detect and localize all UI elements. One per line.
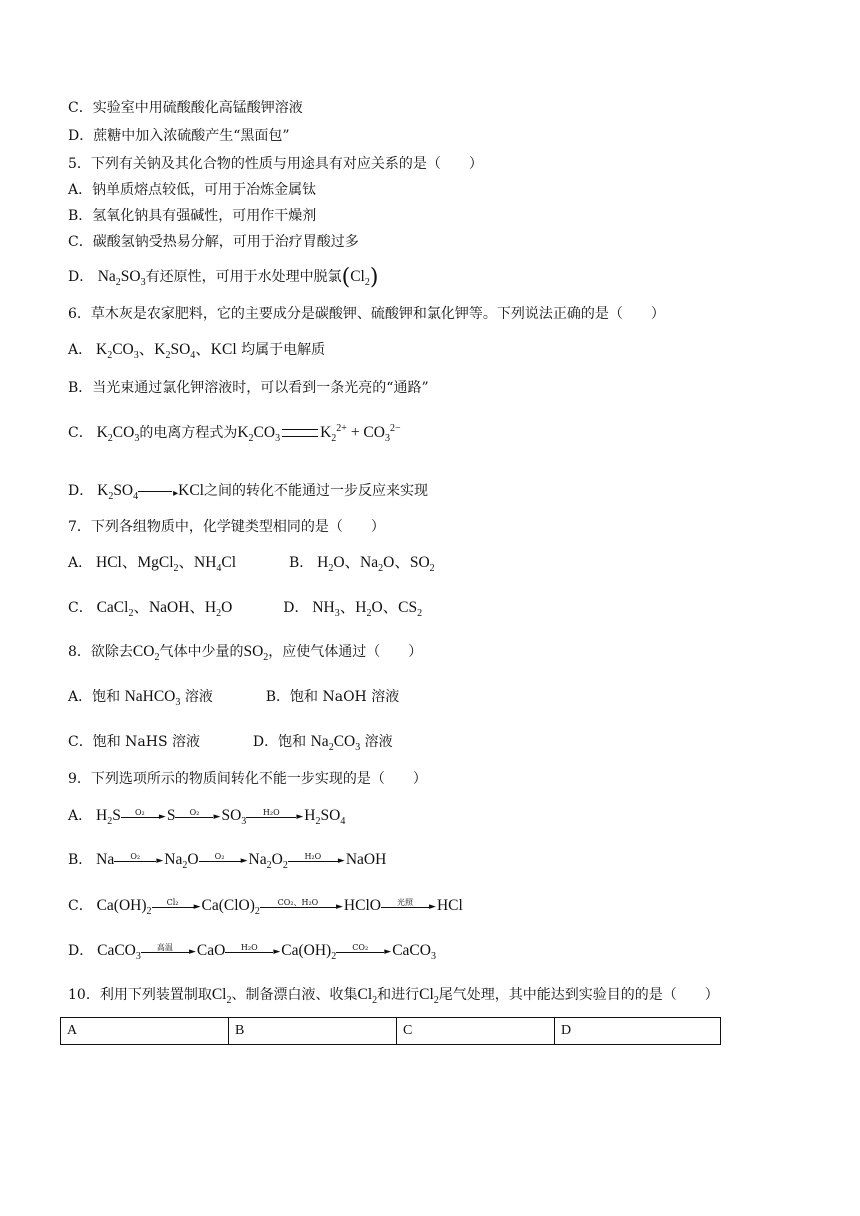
q5-option-d: D． $Na_2SO_3$有还原性，可用于水处理中脱氯$(Cl_2)$ (68, 265, 379, 290)
q9-stem: 9．下列选项所示的物质间转化不能一步实现的是（ ） (68, 771, 427, 787)
table-row (61, 1018, 721, 1045)
q5-option-a: A．钠单质熔点较低，可用于冶炼金属钛 (68, 182, 317, 198)
q7-options-ab: A． HCl、MgCl$_2$、$NH_4Cl$ B． $H_2O$、$Na_2O$、$SO_2$ (68, 554, 435, 575)
q7-options-cd: C． CaCl$_2$、NaOH、$H_2O$ D． $NH_3$、$H_2O$、$CS_2$ (68, 599, 423, 620)
table-header-b: B (229, 1018, 397, 1045)
q6-option-c: C． $K_2CO_3$的电离方程式为$K_2CO_3$ $K_2^{2+} + CO_3^{2-}$ (68, 422, 401, 445)
q8-stem: 8．欲除去$CO_2$气体中少量的$SO_2$，应使气体通过（ ） (68, 643, 423, 664)
q6-stem: 6．草木灰是农家肥料，它的主要成分是碳酸钾、硫酸钾和氯化钾等。下列说法正确的是（ ） (68, 306, 665, 322)
q5-stem: 5．下列有关钠及其化合物的性质与用途具有对应关系的是（ ） (68, 156, 483, 172)
q5-option-c: C．碳酸氢钠受热易分解，可用于治疗胃酸过多 (68, 234, 359, 250)
q10-stem: 10．利用下列装置制取$Cl_2$、制备漂白液、收集$Cl_2$和进行$Cl_2$尾气处理，其中能达到实验目的的是（ ） (68, 986, 719, 1007)
table-header-a: A (61, 1018, 229, 1045)
q5-option-b: B．氢氧化钠具有强碱性，可用作干燥剂 (68, 208, 317, 224)
q9-option-b: B． Na O₂ ► $Na_2O$ O₂ ► $Na_2O_2$ H₂O ► NaOH (68, 851, 387, 872)
q9-option-d: D． CaCO$_3$ 高温 ► CaO H₂O ► $Ca(OH)_2$ CO₂ ► CaCO$_3$ (68, 942, 436, 963)
q6-option-a: A． $K_2CO_3$、$K_2SO_4$、KCl 均属于电解质 (68, 341, 326, 362)
q8-options-cd: C．饱和 NaHS 溶液 D．饱和 $Na_2CO_3$ 溶液 (68, 733, 393, 754)
q6-option-b: B．当光束通过氯化钾溶液时，可以看到一条光亮的“通路” (68, 380, 429, 396)
q10-options-table (60, 1017, 721, 1045)
q7-stem: 7．下列各组物质中，化学键类型相同的是（ ） (68, 519, 385, 535)
q9-option-c: C． $Ca(OH)_2$ Cl₂ ► $Ca(ClO)_2$ CO₂、H₂O ► HClO 光照 ► HCl (68, 897, 463, 918)
q9-option-a: A． $H_2S$ O₂ ► S O₂ ► $SO_3$ H₂O ► $H_2SO_4$ (68, 807, 346, 828)
q4-option-d: D．蔗糖中加入浓硫酸产生“黑面包” (68, 128, 290, 144)
q4-option-c: C．实验室中用硫酸酸化高锰酸钾溶液 (68, 100, 303, 116)
q8-options-ab: A．饱和 NaHCO$_3$ 溶液 B．饱和 NaOH 溶液 (68, 688, 400, 709)
table-header-c: C (397, 1018, 555, 1045)
q6-option-d: D． $K_2SO_4▸$ KCl之间的转化不能通过一步反应来实现 (68, 481, 428, 501)
table-header-d: D (555, 1018, 721, 1045)
